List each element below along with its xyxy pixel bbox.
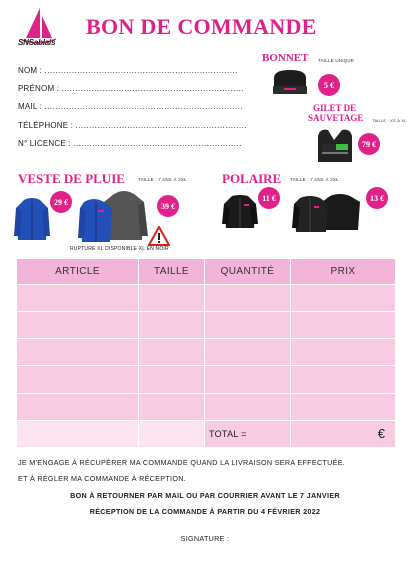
veste-adult-price-badge: 39 € [157,195,179,217]
taille-cell[interactable] [139,312,205,339]
signature-label[interactable]: SIGNATURE : [180,534,230,543]
quantite-cell[interactable] [205,285,291,312]
field-dots: .............................................................. [73,139,242,148]
footer-reception-date: RÉCEPTION DE LA COMMANDE À PARTIR DU 4 FÉVRIER 2022 [89,507,321,516]
field-dots: ......................................................................... [44,102,244,111]
polaire-kids-price-badge: 11 € [258,187,280,209]
article-cell[interactable] [17,285,139,312]
polaire-adult-price-badge: 13 € [366,187,388,209]
prix-cell[interactable] [291,366,396,393]
column-header-taille: TAILLE [139,259,205,285]
column-header-prix: PRIX [291,259,396,285]
bonnet-title: BONNET [262,52,309,64]
quantite-cell[interactable] [205,339,291,366]
gilet-title-line1: GILET DE [313,103,357,113]
table-row [17,312,396,339]
total-value-field[interactable]: € [291,420,396,447]
total-row [17,420,396,447]
gilet-title-2: SAUVETAGE [308,113,364,123]
total-label: TOTAL = [205,420,291,447]
taille-cell[interactable] [139,285,205,312]
gilet-size: TAILLE : XS À XL [372,118,407,123]
fleece-kids-icon [222,194,258,230]
column-header-article: ARTICLE [17,259,139,285]
field-dots: ....................................................................... [44,66,238,75]
beanie-icon [270,68,310,98]
footer-commitment: JE M'ENGAGE À RÉCUPÉRER MA COMMANDE QUAND LA LIVRAISON SERA EFFECTUÉE. [18,458,346,467]
prix-cell[interactable] [291,285,396,312]
field-telephone[interactable] [18,121,247,130]
total-blank-cell [17,420,139,447]
veste-kids-price-badge: 29 € [50,191,72,213]
field-nom[interactable] [18,66,238,75]
warning-icon [148,226,170,246]
table-row [17,285,396,312]
bonnet-price-badge: 5 € [318,74,340,96]
total-blank-cell [139,420,205,447]
article-cell[interactable] [17,366,139,393]
table-header-row [17,259,396,285]
taille-cell[interactable] [139,366,205,393]
article-cell[interactable] [17,393,139,420]
field-licence[interactable] [18,139,242,148]
gilet-price-badge: 79 € [358,133,380,155]
veste-title: VESTE DE PLUIE [18,171,125,186]
field-prenom[interactable] [18,84,244,93]
table-row [17,393,396,420]
prix-cell[interactable] [291,339,396,366]
footer-return-deadline: BON À RETOURNER PAR MAIL OU PAR COURRIER AVANT LE 7 JANVIER [70,491,340,500]
article-cell[interactable] [17,339,139,366]
gilet-title [313,104,356,113]
logo-text: SNSablais [18,38,56,47]
field-label: NOM : [18,66,45,75]
field-mail[interactable] [18,102,243,111]
field-label: TÉLÉPHONE : [18,121,76,130]
taille-cell[interactable] [139,339,205,366]
field-label: PRÉNOM : [18,84,62,93]
polaire-title: POLAIRE [222,171,282,186]
rain-jacket-kids-icon [14,196,50,244]
article-cell[interactable] [17,312,139,339]
footer-payment: ET À RÉGLER MA COMMANDE À RÉCEPTION. [18,474,187,483]
field-dots: ............................................................... [75,121,248,130]
polaire-size: TAILLE : 7 ANS À 2XL [290,177,339,182]
prix-cell[interactable] [291,312,396,339]
quantite-cell[interactable] [205,393,291,420]
fleece-adult-icon [292,190,364,232]
bonnet-size: TAILLE UNIQUE [318,58,355,63]
prix-cell[interactable] [291,393,396,420]
field-label: N° LICENCE : [18,139,74,148]
field-dots: ................................................................... [61,84,245,93]
quantite-cell[interactable] [205,366,291,393]
veste-size: TAILLE : 7 ANS À 2XL [138,177,187,182]
column-header-quantite: QUANTITÉ [205,259,291,285]
field-label: MAIL : [18,102,45,111]
table-row [17,366,396,393]
taille-cell[interactable] [139,393,205,420]
stock-note: RUPTURE XL DISPONIBLE XL EN NOIR [70,246,169,252]
order-table [16,258,396,448]
page-title: BON DE COMMANDE [86,14,317,39]
rain-jackets-adult-icon [78,188,154,244]
quantite-cell[interactable] [205,312,291,339]
life-vest-icon [312,126,358,164]
table-row [17,339,396,366]
